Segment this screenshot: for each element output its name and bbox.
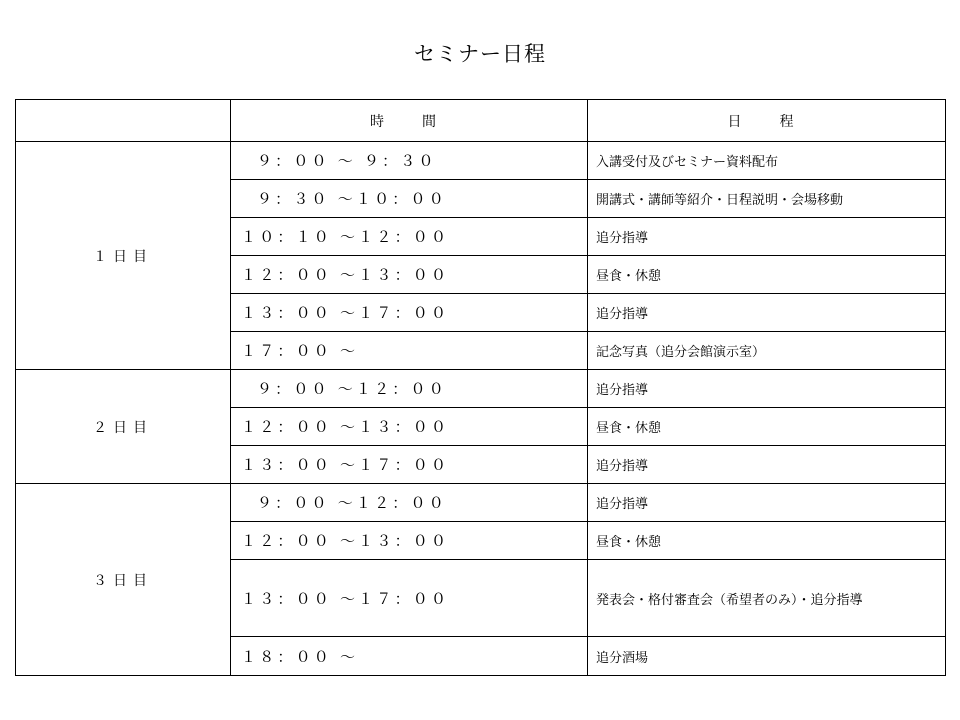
program-cell: 記念写真（追分会館演示室） bbox=[588, 332, 946, 370]
header-program-cell: 日 程 bbox=[588, 100, 946, 142]
program-cell: 追分酒場 bbox=[588, 637, 946, 676]
table-row bbox=[16, 370, 946, 408]
program-cell: 発表会・格付審査会（希望者のみ）・追分指導 bbox=[588, 560, 946, 637]
schedule-table bbox=[15, 99, 946, 676]
table-row bbox=[16, 142, 946, 180]
time-cell: １２：００ ～１３：００ bbox=[231, 256, 588, 294]
day-label-1: １日目 bbox=[16, 142, 231, 370]
program-cell: 追分指導 bbox=[588, 370, 946, 408]
time-cell: ９：００ ～１２：００ bbox=[231, 370, 588, 408]
day-label-2: ２日目 bbox=[16, 370, 231, 484]
header-time-cell: 時 間 bbox=[231, 100, 588, 142]
time-cell: １０：１０ ～１２：００ bbox=[231, 218, 588, 256]
time-cell: ９：００ ～ ９：３０ bbox=[231, 142, 588, 180]
time-cell: １３：００ ～１７：００ bbox=[231, 446, 588, 484]
time-cell: １２：００ ～１３：００ bbox=[231, 408, 588, 446]
header-row bbox=[16, 100, 946, 142]
time-cell: １２：００ ～１３：００ bbox=[231, 522, 588, 560]
program-cell: 昼食・休憩 bbox=[588, 408, 946, 446]
program-cell: 追分指導 bbox=[588, 218, 946, 256]
day-label-3: ３日目 bbox=[16, 484, 231, 676]
table-row bbox=[16, 484, 946, 522]
program-cell: 追分指導 bbox=[588, 484, 946, 522]
program-cell: 開講式・講師等紹介・日程説明・会場移動 bbox=[588, 180, 946, 218]
header-day-cell bbox=[16, 100, 231, 142]
program-cell: 昼食・休憩 bbox=[588, 522, 946, 560]
program-cell: 追分指導 bbox=[588, 446, 946, 484]
page-title: セミナー日程 bbox=[414, 42, 546, 66]
program-cell: 追分指導 bbox=[588, 294, 946, 332]
time-cell: ９：００ ～１２：００ bbox=[231, 484, 588, 522]
program-cell: 昼食・休憩 bbox=[588, 256, 946, 294]
time-cell: １７：００ ～ bbox=[231, 332, 588, 370]
time-cell: １８：００ ～ bbox=[231, 637, 588, 676]
time-cell: １３：００ ～１７：００ bbox=[231, 560, 588, 637]
time-cell: ９：３０ ～１０：００ bbox=[231, 180, 588, 218]
program-cell: 入講受付及びセミナー資料配布 bbox=[588, 142, 946, 180]
time-cell: １３：００ ～１７：００ bbox=[231, 294, 588, 332]
